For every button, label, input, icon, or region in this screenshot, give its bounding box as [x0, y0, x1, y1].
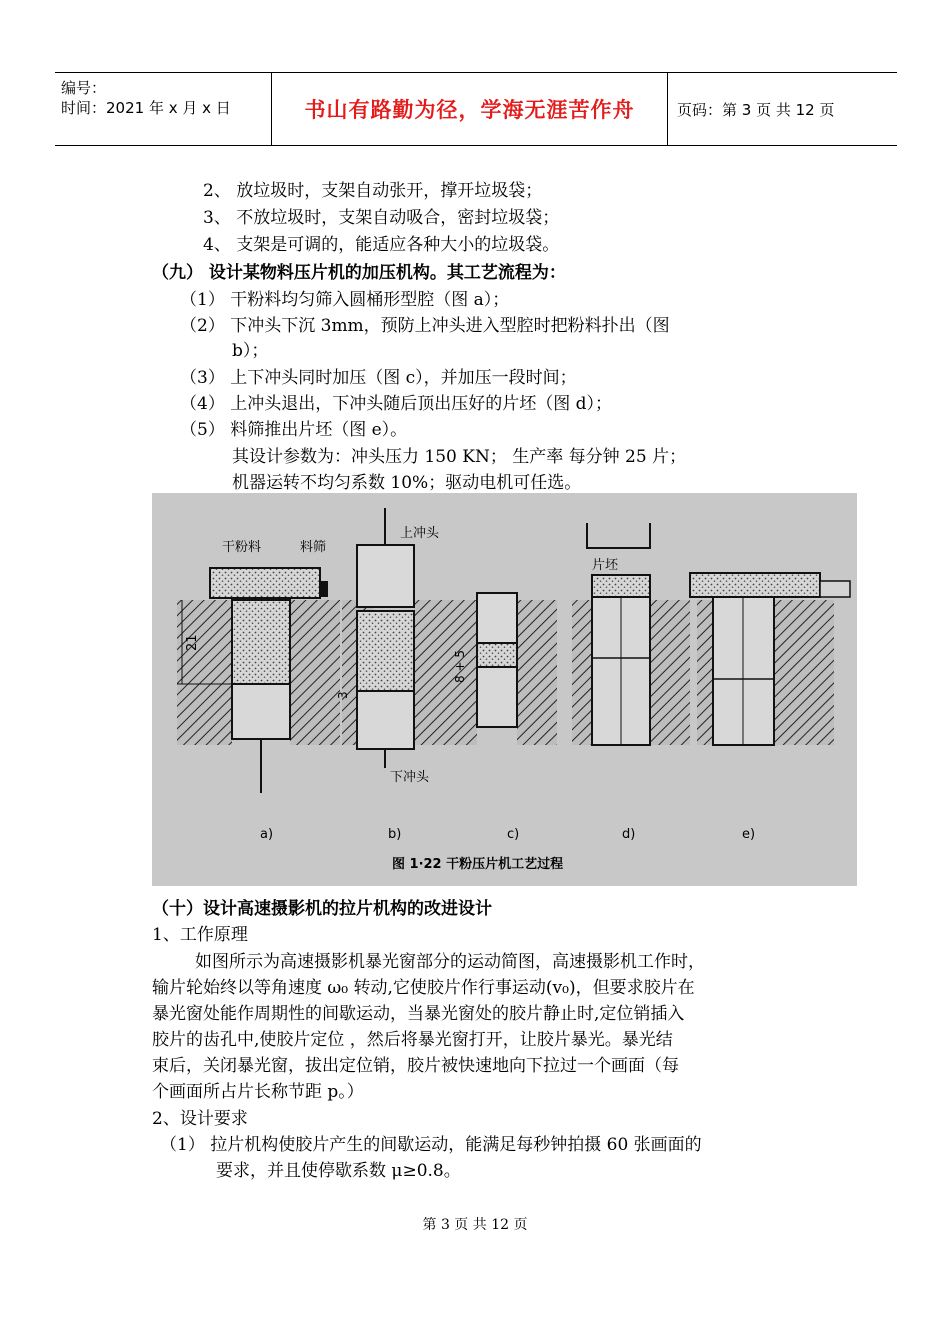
process-step: （3） 上下冲头同时加压（图 c），并加压一段时间； [180, 368, 577, 388]
list-item: 3、 不放垃圾时，支架自动吸合，密封垃圾袋； [203, 208, 560, 228]
process-step-cont: b）； [232, 341, 269, 361]
process-step: （5） 料筛推出片坯（图 e）。 [180, 420, 408, 440]
process-step: （4） 上冲头退出，下冲头随后顶出压好的片坯（图 d）； [180, 394, 613, 414]
dim-21: 21 [185, 634, 200, 651]
figure-caption: 图 1·22 干粉压片机工艺过程 [392, 857, 564, 872]
requirement-cont: 要求，并且使停歇系数 μ≥0.8。 [216, 1161, 461, 1181]
dim-3: 3 [336, 691, 350, 699]
label-tablet: 片坯 [592, 558, 619, 573]
design-params: 其设计参数为：冲头压力 150 KN； 生产率 每分钟 25 片； [232, 447, 687, 467]
page-header [55, 72, 897, 146]
design-params: 机器运转不均匀系数 10%；驱动电机可任选。 [232, 473, 582, 493]
label-c: c) [507, 827, 520, 842]
paragraph-line: 胶片的齿孔中,使胶片定位 ，然后将暴光窗打开，让胶片暴光。暴光结 [152, 1030, 673, 1050]
list-item: 2、 放垃圾时，支架自动张开，撑开垃圾袋； [203, 181, 543, 201]
number-label: 编号： [61, 79, 107, 97]
header-page-label: 页码：第 3 页 共 12 页 [677, 100, 835, 119]
label-a: a) [260, 827, 274, 842]
requirement: （1） 拉片机构使胶片产生的间歇运动，能满足每秒钟拍摄 60 张画面的 [160, 1135, 702, 1155]
process-step: （2） 下冲头下沉 3mm，预防上冲头进入型腔时把粉料扑出（图 [180, 316, 670, 336]
process-step: （1） 干粉料均匀筛入圆桶形型腔（图 a）； [180, 290, 510, 310]
page-footer: 第 3 页 共 12 页 [422, 1217, 528, 1233]
time-label: 时间：2021 年 x 月 x 日 [61, 99, 231, 117]
header-meta [55, 73, 271, 145]
paragraph-line: 输片轮始终以等角速度 ω₀ 转动,它使胶片作行事运动(v₀)，但要求胶片在 [152, 978, 695, 998]
paragraph-line: 如图所示为高速摄影机暴光窗部分的运动简图，高速摄影机工作时， [195, 952, 705, 972]
subheading: 1、工作原理 [152, 925, 248, 945]
paragraph-line: 暴光窗处能作周期性的间歇运动，当暴光窗处的胶片静止时,定位销插入 [152, 1004, 685, 1024]
label-upper-punch: 上冲头 [400, 526, 440, 541]
label-d: d) [622, 827, 636, 842]
label-sieve: 料筛 [300, 540, 327, 555]
header-divider [667, 73, 668, 145]
subheading: 2、设计要求 [152, 1109, 248, 1129]
label-dry-powder: 干粉料 [222, 540, 262, 555]
header-motto: 书山有路勤为径，学海无涯苦作舟 [304, 97, 635, 122]
paragraph-line: 个画面所占片长称节距 p。） [152, 1082, 364, 1102]
list-item: 4、 支架是可调的，能适应各种大小的垃圾袋。 [203, 235, 560, 255]
diagram-c [457, 593, 557, 745]
press-process-figure [152, 493, 857, 886]
section-10-title: （十）设计高速摄影机的拉片机构的改进设计 [152, 899, 492, 919]
dim-8-5: 8 + 5 [453, 650, 467, 683]
label-lower-punch: 下冲头 [390, 770, 430, 785]
paragraph-line: 束后，关闭暴光窗，拔出定位销，胶片被快速地向下拉过一个画面（每 [152, 1056, 679, 1076]
label-e: e) [742, 827, 756, 842]
label-b: b) [388, 827, 402, 842]
section-9-title: （九） 设计某物料压片机的加压机构。其工艺流程为： [152, 263, 566, 283]
